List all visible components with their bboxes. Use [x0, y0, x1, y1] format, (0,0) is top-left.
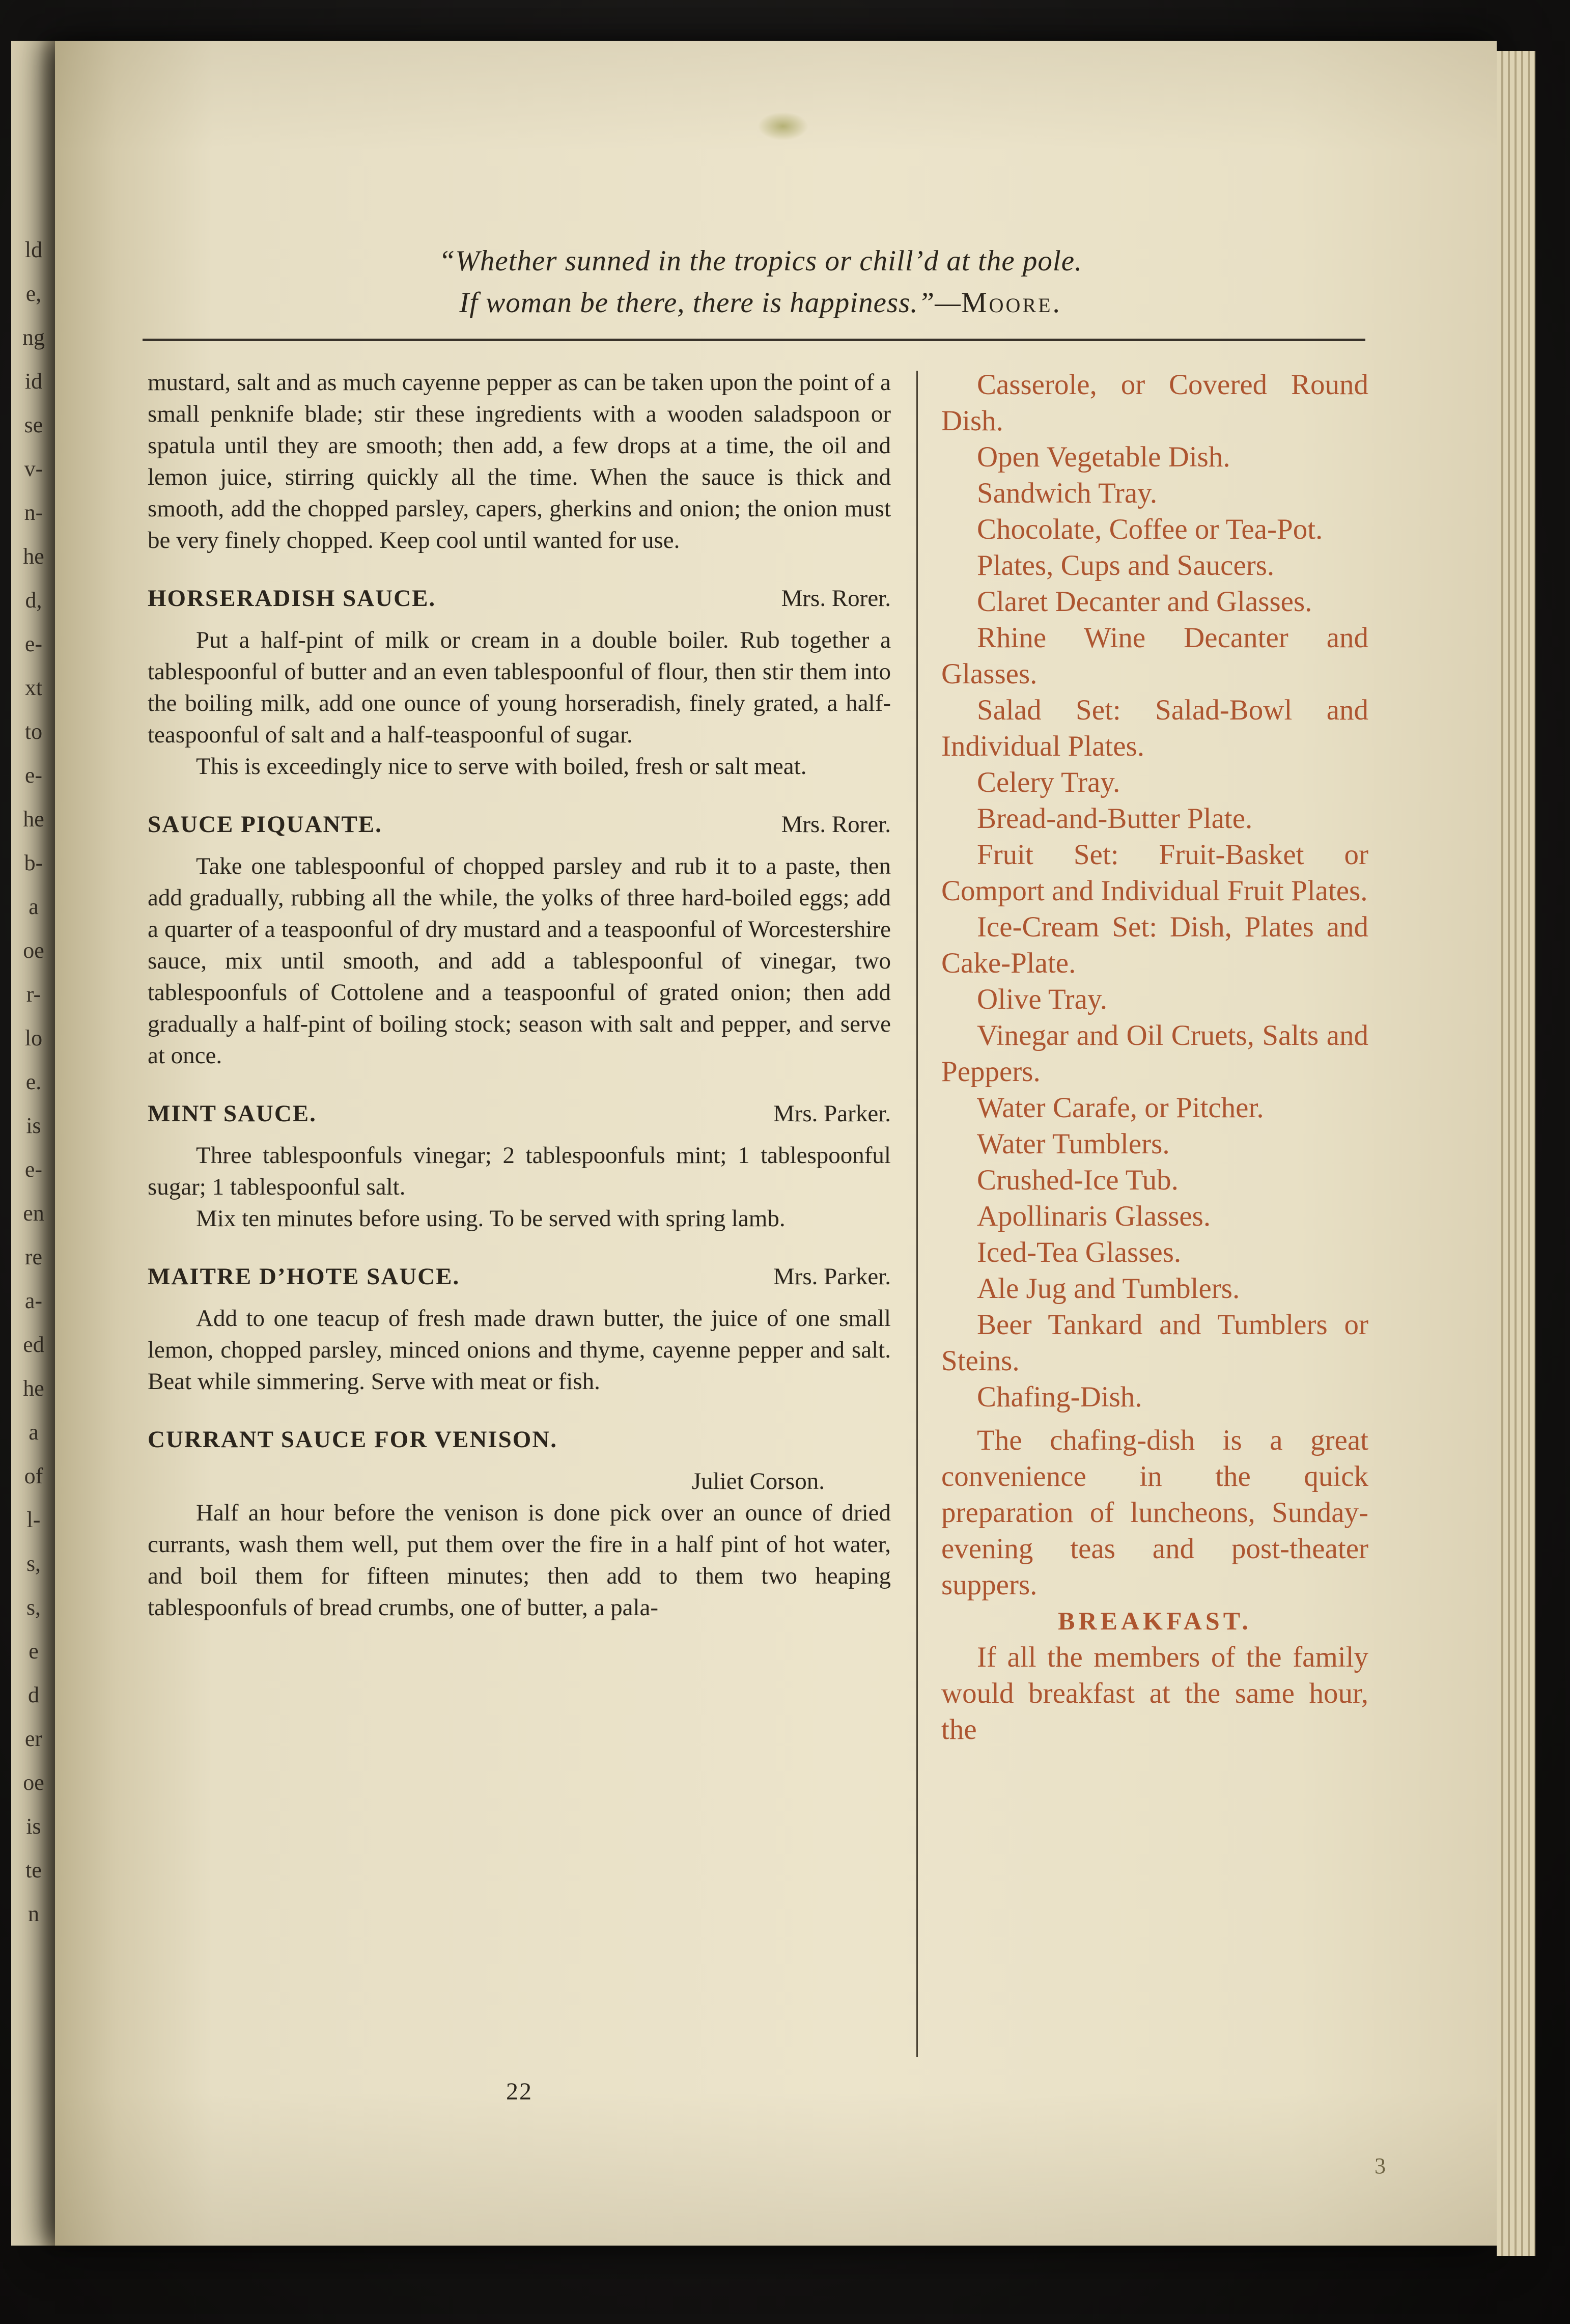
serving-list-item: Ice-Cream Set: Dish, Plates and Cake-Plate.	[941, 911, 1368, 979]
recipe-attribution: Juliet Corson.	[691, 1468, 825, 1495]
breakfast-heading: BREAKFAST.	[1058, 1607, 1252, 1635]
gutter-fragment: to	[24, 719, 43, 744]
paper-stain	[758, 112, 808, 141]
gutter-fragment: id	[24, 369, 43, 394]
continuation-paragraph: mustard, salt and as much cayenne pepper as can be taken upon the point of a small penknife blade; stir these ingredients with a wooden saladspoon or spatula until they are smooth; then add, a few drops at a time, the oil and lemon juice, stirring quickly all the time. When the sauce is thick and smooth, add the chopped parsley, capers, gherkins and onion; the onion must be very finely chopped. Keep cool until wanted for use.	[148, 369, 891, 554]
serving-list-item: Crushed-Ice Tub.	[977, 1164, 1179, 1196]
serving-list-item: Water Tumblers.	[977, 1128, 1170, 1160]
gutter-text-fragments	[11, 228, 56, 1936]
recipe-paragraph: Three tablespoonfuls vinegar; 2 tablespoonfuls mint; 1 tablespoonful sugar; 1 tablespoonful salt.	[148, 1142, 891, 1200]
gutter-fragment: he	[23, 807, 44, 832]
gutter-fragment: e-	[24, 763, 43, 788]
gutter-fragment: he	[23, 1376, 44, 1401]
recipe-heading	[148, 1261, 891, 1292]
gutter-fragment: oe	[23, 938, 44, 963]
recipe-title: HORSERADISH SAUCE.	[148, 585, 436, 612]
gutter-fragment: e-	[24, 631, 43, 656]
page-number-22: 22	[506, 2078, 532, 2105]
gutter-fragment: s,	[26, 1595, 41, 1620]
column-divider	[916, 371, 918, 2057]
recipe-attribution: Mrs. Parker.	[773, 1100, 891, 1127]
gutter-fragment: l-	[26, 1507, 41, 1532]
book-page	[55, 41, 1497, 2246]
serving-list-item: Casserole, or Covered Round Dish.	[941, 369, 1368, 437]
gutter-fragment: er	[24, 1726, 43, 1751]
serving-list-item: Open Vegetable Dish.	[977, 441, 1230, 473]
epigraph-line1: “Whether sunned in the tropics or chill’d at the pole.	[438, 245, 1083, 277]
epigraph-line2: If woman be there, there is happiness.”—	[459, 287, 961, 319]
serving-list-item: Apollinaris Glasses.	[977, 1200, 1211, 1232]
serving-list-item: Plates, Cups and Saucers.	[977, 549, 1275, 582]
recipe-sauce-piquante	[148, 809, 891, 1071]
serving-list-item: Olive Tray.	[977, 983, 1107, 1015]
recipe-paragraph: This is exceedingly nice to serve with boiled, fresh or salt meat.	[196, 753, 807, 780]
serving-list-item: Beer Tankard and Tumblers or Steins.	[941, 1309, 1368, 1377]
gutter-fragment: a-	[24, 1288, 43, 1313]
gutter-fragment: ng	[22, 325, 45, 350]
gutter-fragment: e-	[24, 1157, 43, 1182]
page-number-3: 3	[1375, 2153, 1386, 2178]
gutter-fragment: of	[24, 1463, 43, 1488]
recipe-heading	[148, 583, 891, 614]
recipe-heading	[148, 1424, 891, 1455]
serving-list-item: Fruit Set: Fruit-Basket or Comport and Individual Fruit Plates.	[941, 839, 1368, 907]
serving-list-item: Ale Jug and Tumblers.	[977, 1272, 1240, 1305]
recipe-paragraph: Add to one teacup of fresh made drawn butter, the juice of one small lemon, chopped parsley, minced onions and thyme, cayenne pepper and salt. Beat while simmering. Serve with meat or fish.	[148, 1305, 891, 1395]
epigraph-attribution: Moore.	[961, 287, 1062, 319]
header-rule	[143, 339, 1365, 341]
recipe-attribution: Mrs. Rorer.	[781, 811, 891, 838]
gutter-fragment: r-	[26, 982, 41, 1007]
gutter-fragment: re	[24, 1244, 43, 1269]
recipe-currant-sauce-venison	[148, 1424, 891, 1623]
serving-list-item: Iced-Tea Glasses.	[977, 1236, 1182, 1268]
serving-list-item: Chocolate, Coffee or Tea-Pot.	[977, 513, 1323, 545]
serving-list-item: Vinegar and Oil Cruets, Salts and Peppers.	[941, 1019, 1368, 1088]
gutter-fragment: he	[23, 544, 44, 569]
recipe-title: MAITRE D’HOTE SAUCE.	[148, 1263, 460, 1290]
gutter-fragment: is	[26, 1814, 41, 1839]
gutter-fragment: is	[26, 1113, 41, 1138]
gutter-fragment: s,	[26, 1551, 41, 1576]
recipe-title: SAUCE PIQUANTE.	[148, 811, 382, 838]
gutter-fragment: te	[25, 1858, 42, 1883]
gutter-fragment: n-	[24, 500, 43, 525]
serving-list-item: Chafing-Dish.	[977, 1381, 1142, 1413]
gutter-fragment: xt	[24, 675, 43, 700]
epigraph	[198, 240, 1324, 324]
recipe-attribution: Mrs. Parker.	[773, 1263, 891, 1290]
gutter-fragment: d,	[25, 588, 42, 613]
recipe-title: CURRANT SAUCE FOR VENISON.	[148, 1426, 557, 1453]
recipe-paragraph: Half an hour before the venison is done pick over an ounce of dried currants, wash them well, put them over the fire in a half pint of hot water, and boil them for fifteen minutes; then add to them two heaping tablespoonfuls of bread crumbs, one of butter, a pala-	[148, 1500, 891, 1621]
serving-list-item: Bread-and-Butter Plate.	[977, 803, 1253, 835]
gutter-fragment: n	[28, 1901, 39, 1926]
gutter-fragment: b-	[24, 850, 43, 875]
serving-list-item: Sandwich Tray.	[977, 477, 1158, 509]
serving-pieces-list	[941, 367, 1368, 1415]
adjacent-page-edge	[11, 41, 56, 2246]
recipe-attribution: Mrs. Rorer.	[781, 585, 891, 612]
serving-list-item: Celery Tray.	[977, 766, 1120, 798]
gutter-fragment: oe	[23, 1770, 44, 1795]
page-edge-stack	[1497, 51, 1535, 2256]
chafing-dish-note: The chafing-dish is a great convenience in the quick preparation of luncheons, Sunday-evening teas and post-theater suppers.	[941, 1424, 1368, 1601]
recipe-horseradish-sauce	[148, 583, 891, 782]
gutter-fragment: lo	[24, 1026, 43, 1050]
recipe-paragraph: Put a half-pint of milk or cream in a double boiler. Rub together a tablespoonful of butter and an even tablespoonful of flour, then stir them into the boiling milk, add one ounce of young horseradish, finely grated, a half-teaspoonful of salt and a half-teaspoonful of sugar.	[148, 627, 891, 748]
gutter-fragment: a	[29, 894, 39, 919]
recipe-title: MINT SAUCE.	[148, 1100, 317, 1127]
recipes-column	[148, 367, 891, 2078]
gutter-fragment: a	[29, 1420, 39, 1445]
serving-list-item: Salad Set: Salad-Bowl and Individual Plates.	[941, 694, 1368, 762]
gutter-fragment: v-	[24, 456, 43, 481]
recipe-maitre-dhote-sauce	[148, 1261, 891, 1397]
serving-list-item: Water Carafe, or Pitcher.	[977, 1092, 1264, 1124]
serving-list-item: Rhine Wine Decanter and Glasses.	[941, 622, 1368, 690]
gutter-fragment: se	[24, 412, 43, 437]
recipe-mint-sauce	[148, 1098, 891, 1234]
gutter-fragment: e	[29, 1639, 39, 1664]
page-columns	[148, 367, 1368, 2078]
gutter-fragment: ed	[23, 1332, 44, 1357]
gutter-fragment: e.	[25, 1069, 42, 1094]
breakfast-paragraph: If all the members of the family would breakfast at the same hour, the	[941, 1641, 1368, 1746]
gutter-fragment: ld	[24, 237, 43, 262]
recipe-paragraph: Take one tablespoonful of chopped parsley and rub it to a paste, then add gradually, rubbing all the while, the yolks of three hard-boiled eggs; add a quarter of a teaspoonful of dry mustard and a teaspoonful of Worcestershire sauce, mix until smooth, and add a tablespoonful of vinegar, two tablespoonfuls of Cottolene and a teaspoonful of grated onion; then add gradually a half-pint of boiling stock; season with salt and pepper, and serve at once.	[148, 853, 891, 1069]
recipe-paragraph: Mix ten minutes before using. To be served with spring lamb.	[196, 1205, 786, 1232]
gutter-fragment: en	[23, 1201, 44, 1226]
gutter-fragment: d	[28, 1682, 39, 1707]
gutter-fragment: e,	[25, 281, 42, 306]
serving-list-column	[941, 367, 1368, 2078]
recipe-heading	[148, 1098, 891, 1129]
recipe-heading	[148, 809, 891, 840]
serving-list-item: Claret Decanter and Glasses.	[977, 586, 1312, 618]
